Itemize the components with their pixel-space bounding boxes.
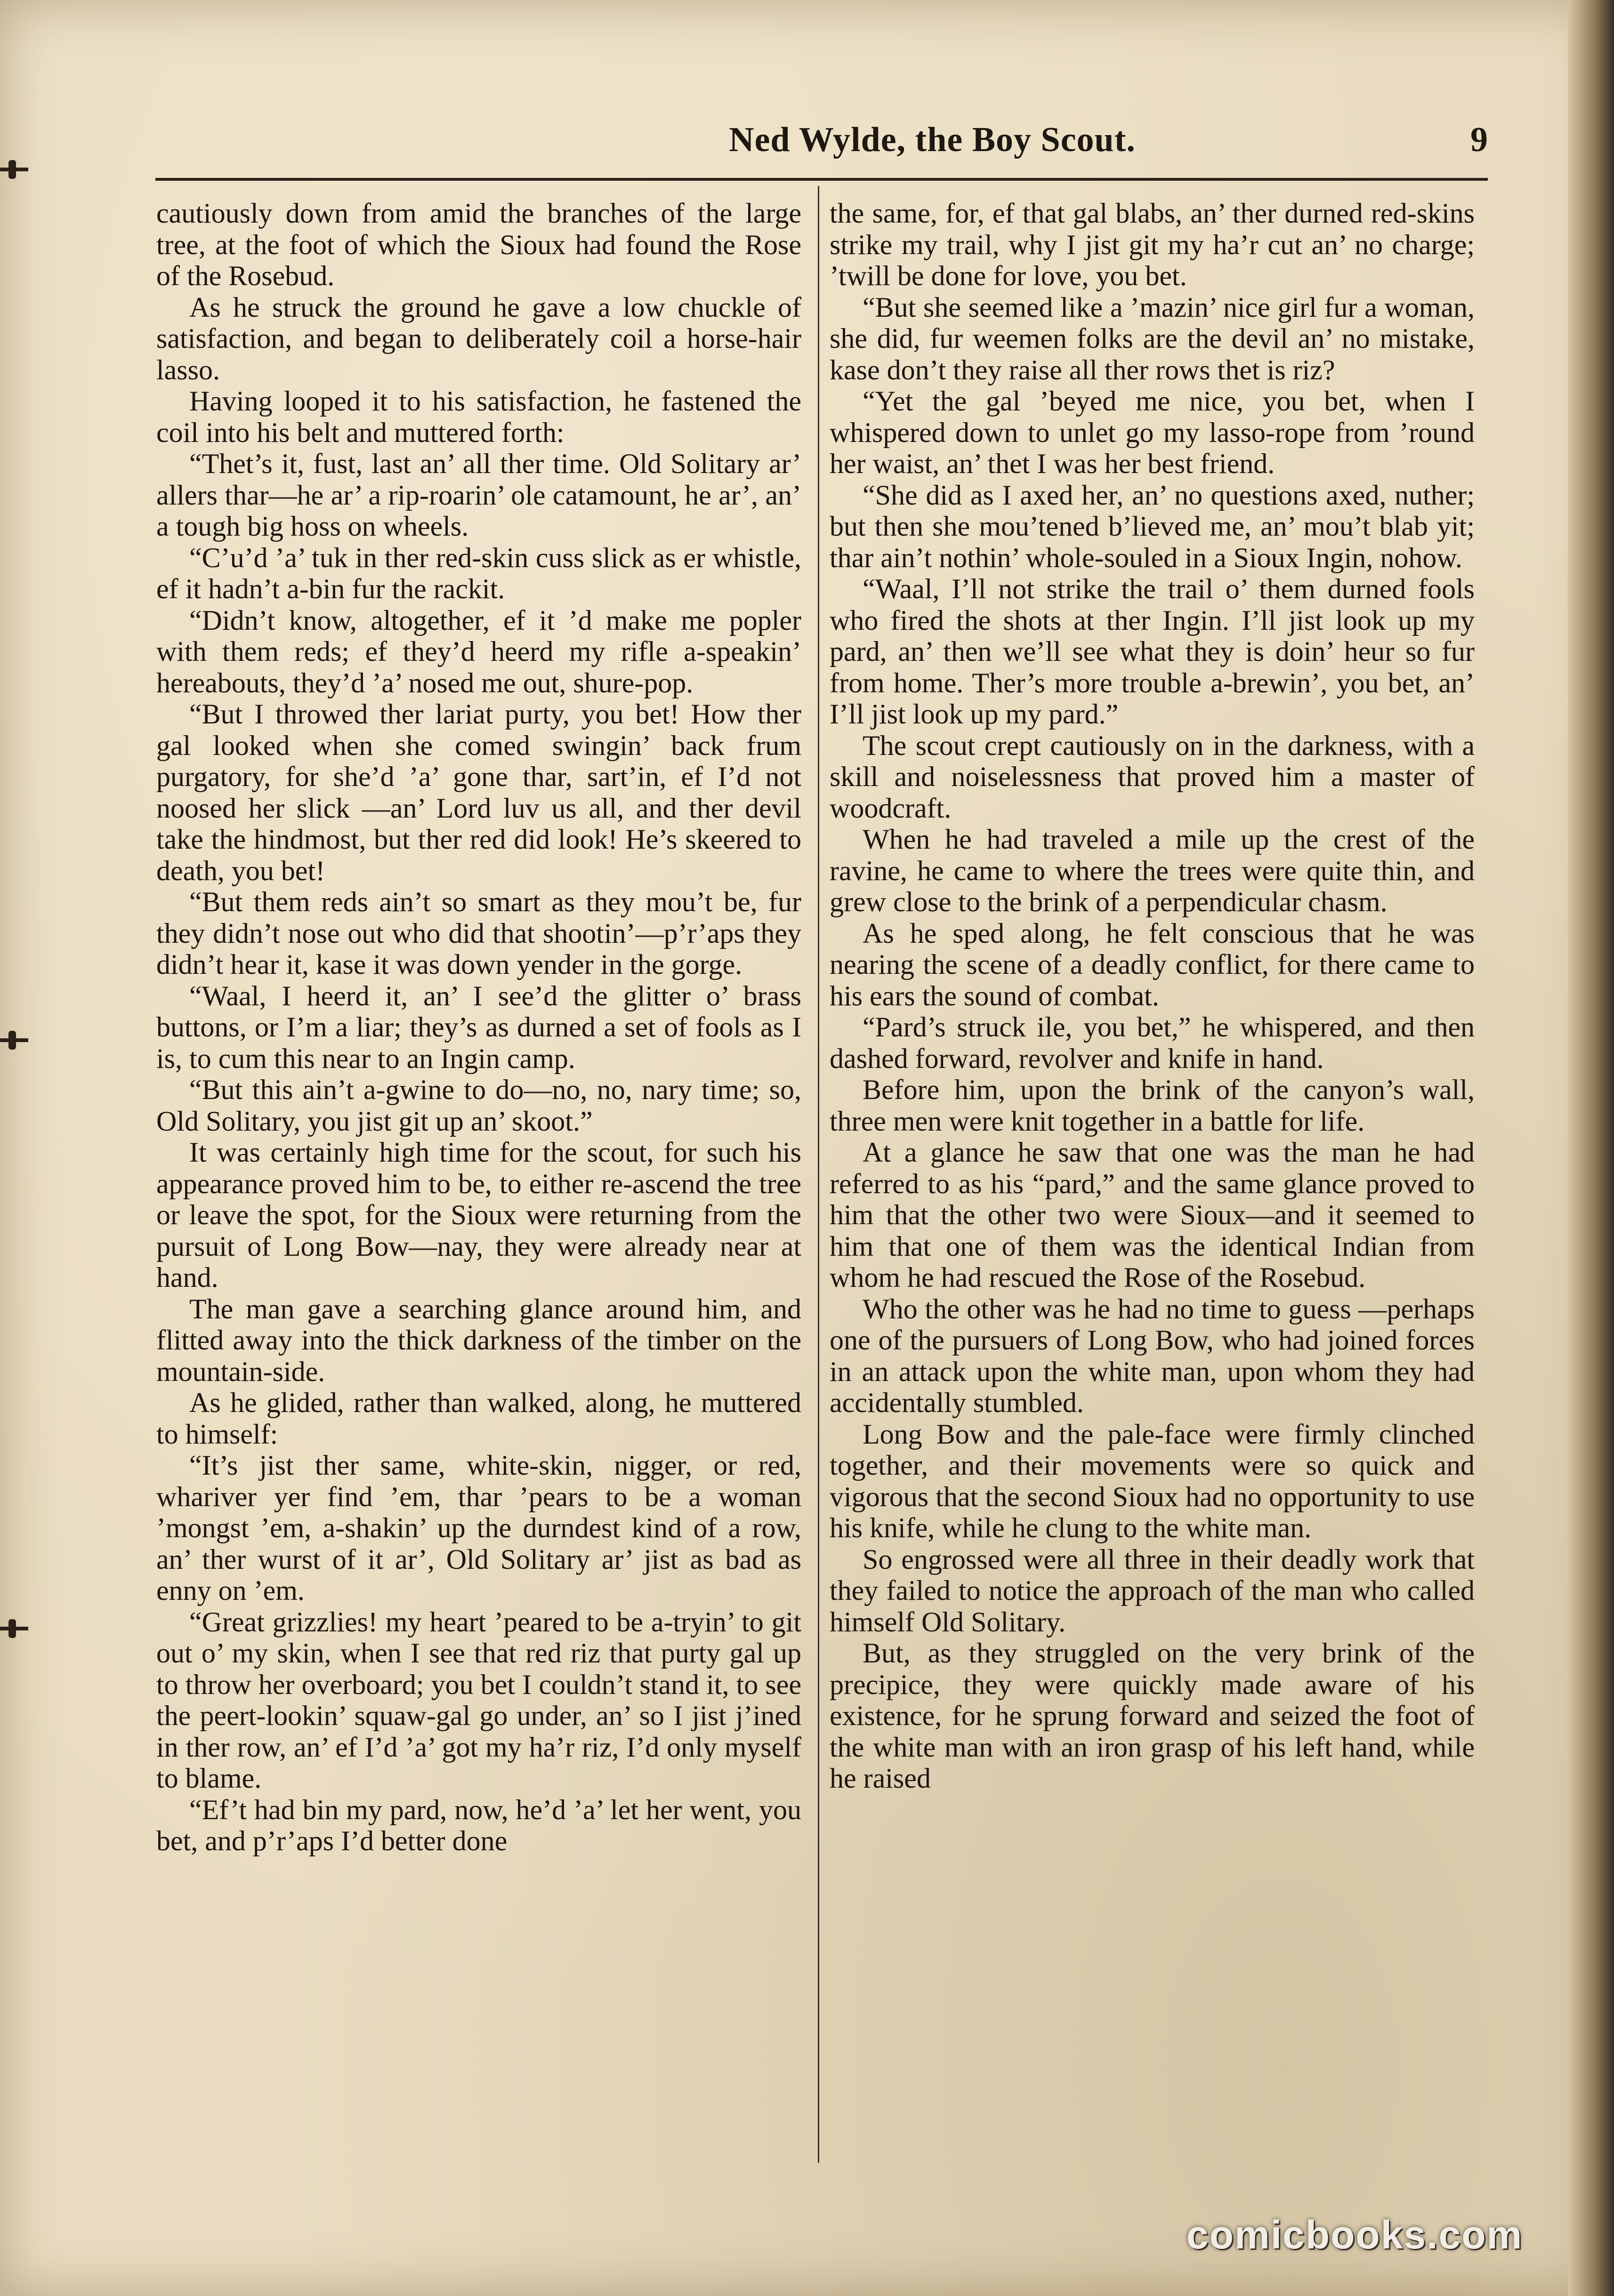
paragraph: Who the other was he had no time to guess —perhaps one of the pursuers of Long Bow, who had joined forces in an attack upon the white man, upon whom they had accidentally stumbled. [830, 1293, 1475, 1418]
paragraph: When he had traveled a mile up the crest of the ravine, he came to where the trees were quite thin, and grew close to the brink of a perpendicular chasm. [830, 824, 1475, 917]
paragraph: “Waal, I heerd it, an’ I see’d the glitter o’ brass buttons, or I’m a liar; they’s as durned a set of fools as I is, to cum this near to an Ingin camp. [156, 980, 801, 1074]
paragraph: “But them reds ain’t so smart as they mou’t be, fur they didn’t nose out who did that shootin’—p’r’aps they didn’t hear it, kase it was down yender in the gorge. [156, 886, 801, 980]
page-number: 9 [1470, 120, 1488, 159]
stitch-mark [0, 1619, 28, 1638]
site-watermark: comicbooks.com [1186, 2213, 1523, 2257]
stitch-mark [0, 1031, 28, 1050]
column-divider [818, 186, 819, 2163]
header-rule [155, 178, 1488, 181]
paragraph: As he struck the ground he gave a low chuckle of satisfaction, and began to deliberately coil a horse-hair lasso. [156, 291, 801, 385]
paragraph: cautiously down from amid the branches of the large tree, at the foot of which the Sioux had found the Rose of the Rosebud. [156, 198, 801, 291]
paragraph: As he sped along, he felt conscious that he was nearing the scene of a deadly conflict, for there came to his ears the sound of combat. [830, 917, 1475, 1012]
paragraph: “Pard’s struck ile, you bet,” he whispered, and then dashed forward, revolver and knife in hand. [830, 1012, 1475, 1074]
binding-stitch-marks [0, 0, 28, 2296]
paragraph: Before him, upon the brink of the canyon’s wall, three men were knit together in a battle for life. [830, 1074, 1475, 1137]
paragraph: the same, for, ef that gal blabs, an’ ther durned red-skins strike my trail, why I jist git my ha’r cut an’ no charge; ’twill be done for love, you bet. [830, 198, 1475, 291]
page-edge-shadow [1568, 0, 1614, 2296]
paragraph: The man gave a searching glance around him, and flitted away into the thick darkness of the timber on the mountain-side. [156, 1293, 801, 1387]
running-title: Ned Wylde, the Boy Scout. [729, 120, 1136, 159]
paragraph: “But this ain’t a-gwine to do—no, no, nary time; so, Old Solitary, you jist git up an’ skoot.” [156, 1074, 801, 1137]
paragraph: So engrossed were all three in their deadly work that they failed to notice the approach of the man who called himself Old Solitary. [830, 1543, 1475, 1638]
paragraph: “Great grizzlies! my heart ’peared to be a-tryin’ to git out o’ my skin, when I see that red riz that purty gal up to throw her overboard; you bet I couldn’t stand it, to see the peert-lookin’ squaw-gal go under, an’ so I jist j’ined in ther row, an’ ef I’d ’a’ got my ha’r riz, I’d only myself to blame. [156, 1606, 801, 1794]
paragraph: “It’s jist ther same, white-skin, nigger, or red, whariver yer find ’em, thar ’pears to be a woman ’mongst ’em, a-shakin’ up the durndest kind of a row, an’ ther wurst of it ar’, Old Solitary ar’ jist as bad as enny on ’em. [156, 1450, 801, 1606]
paragraph: But, as they struggled on the very brink of the precipice, they were quickly made aware of his existence, for he sprung forward and seized the foot of the white man with an iron grasp of his left hand, while he raised [830, 1638, 1475, 1794]
paragraph: “Thet’s it, fust, last an’ all ther time. Old Solitary ar’ allers thar—he ar’ a rip-roarin’ ole catamount, he ar’, an’ a tough big hoss on wheels. [156, 448, 801, 542]
paragraph: Having looped it to his satisfaction, he fastened the coil into his belt and muttered forth: [156, 385, 801, 448]
paragraph: It was certainly high time for the scout, for such his appearance proved him to be, to either re-ascend the tree or leave the spot, for the Sioux were returning from the pursuit of Long Bow—nay, they were already near at hand. [156, 1137, 801, 1293]
paragraph: “But she seemed like a ’mazin’ nice girl fur a woman, she did, fur weemen folks are the devil an’ no mistake, kase don’t they raise all ther rows thet is riz? [830, 291, 1475, 385]
paragraph: “Ef’t had bin my pard, now, he’d ’a’ let her went, you bet, and p’r’aps I’d better done [156, 1794, 801, 1856]
paragraph: At a glance he saw that one was the man he had referred to as his “pard,” and the same glance proved to him that the other two were Sioux—and it seemed to him that one of them was the identical Indian from whom he had rescued the Rose of the Rosebud. [830, 1137, 1475, 1293]
stitch-mark [0, 160, 28, 179]
paragraph: “Didn’t know, altogether, ef it ’d make me popler with them reds; ef they’d heerd my rifle a-speakin’ hereabouts, they’d ’a’ nosed me out, shure-pop. [156, 604, 801, 698]
page-header [155, 120, 1488, 172]
paragraph: As he glided, rather than walked, along, he muttered to himself: [156, 1387, 801, 1450]
paragraph: “C’u’d ’a’ tuk in ther red-skin cuss slick as er whistle, ef it hadn’t a-bin fur the rackit. [156, 542, 801, 604]
paragraph: “But I throwed ther lariat purty, you bet! How ther gal looked when she comed swingin’ back frum purgatory, for she’d ’a’ gone thar, sart’in, ef I’d not noosed her slick —an’ Lord luv us all, and ther devil take the hindmost, but ther red did look! He’s skeered to death, you bet! [156, 698, 801, 886]
text-column-right [830, 198, 1475, 2175]
text-column-left [156, 198, 801, 2175]
paragraph: Long Bow and the pale-face were firmly clinched together, and their movements were so quick and vigorous that the second Sioux had no opportunity to use his knife, while he clung to the white man. [830, 1418, 1475, 1543]
paragraph: “Waal, I’ll not strike the trail o’ them durned fools who fired the shots at ther Ingin. I’ll jist look up my pard, an’ then we’ll see what they is doin’ heur so fur from home. Ther’s more trouble a-brewin’, you bet, an’ I’ll jist look up my pard.” [830, 573, 1475, 730]
paragraph: “Yet the gal ’beyed me nice, you bet, when I whispered down to unlet go my lasso-rope from ’round her waist, an’ thet I was her best friend. [830, 385, 1475, 479]
paragraph: The scout crept cautiously on in the darkness, with a skill and noiselessness that proved him a master of woodcraft. [830, 730, 1475, 824]
paragraph: “She did as I axed her, an’ no questions axed, nuther; but then she mou’tened b’lieved me, an’ mou’t blab yit; thar ain’t nothin’ whole-souled in a Sioux Ingin, nohow. [830, 479, 1475, 573]
